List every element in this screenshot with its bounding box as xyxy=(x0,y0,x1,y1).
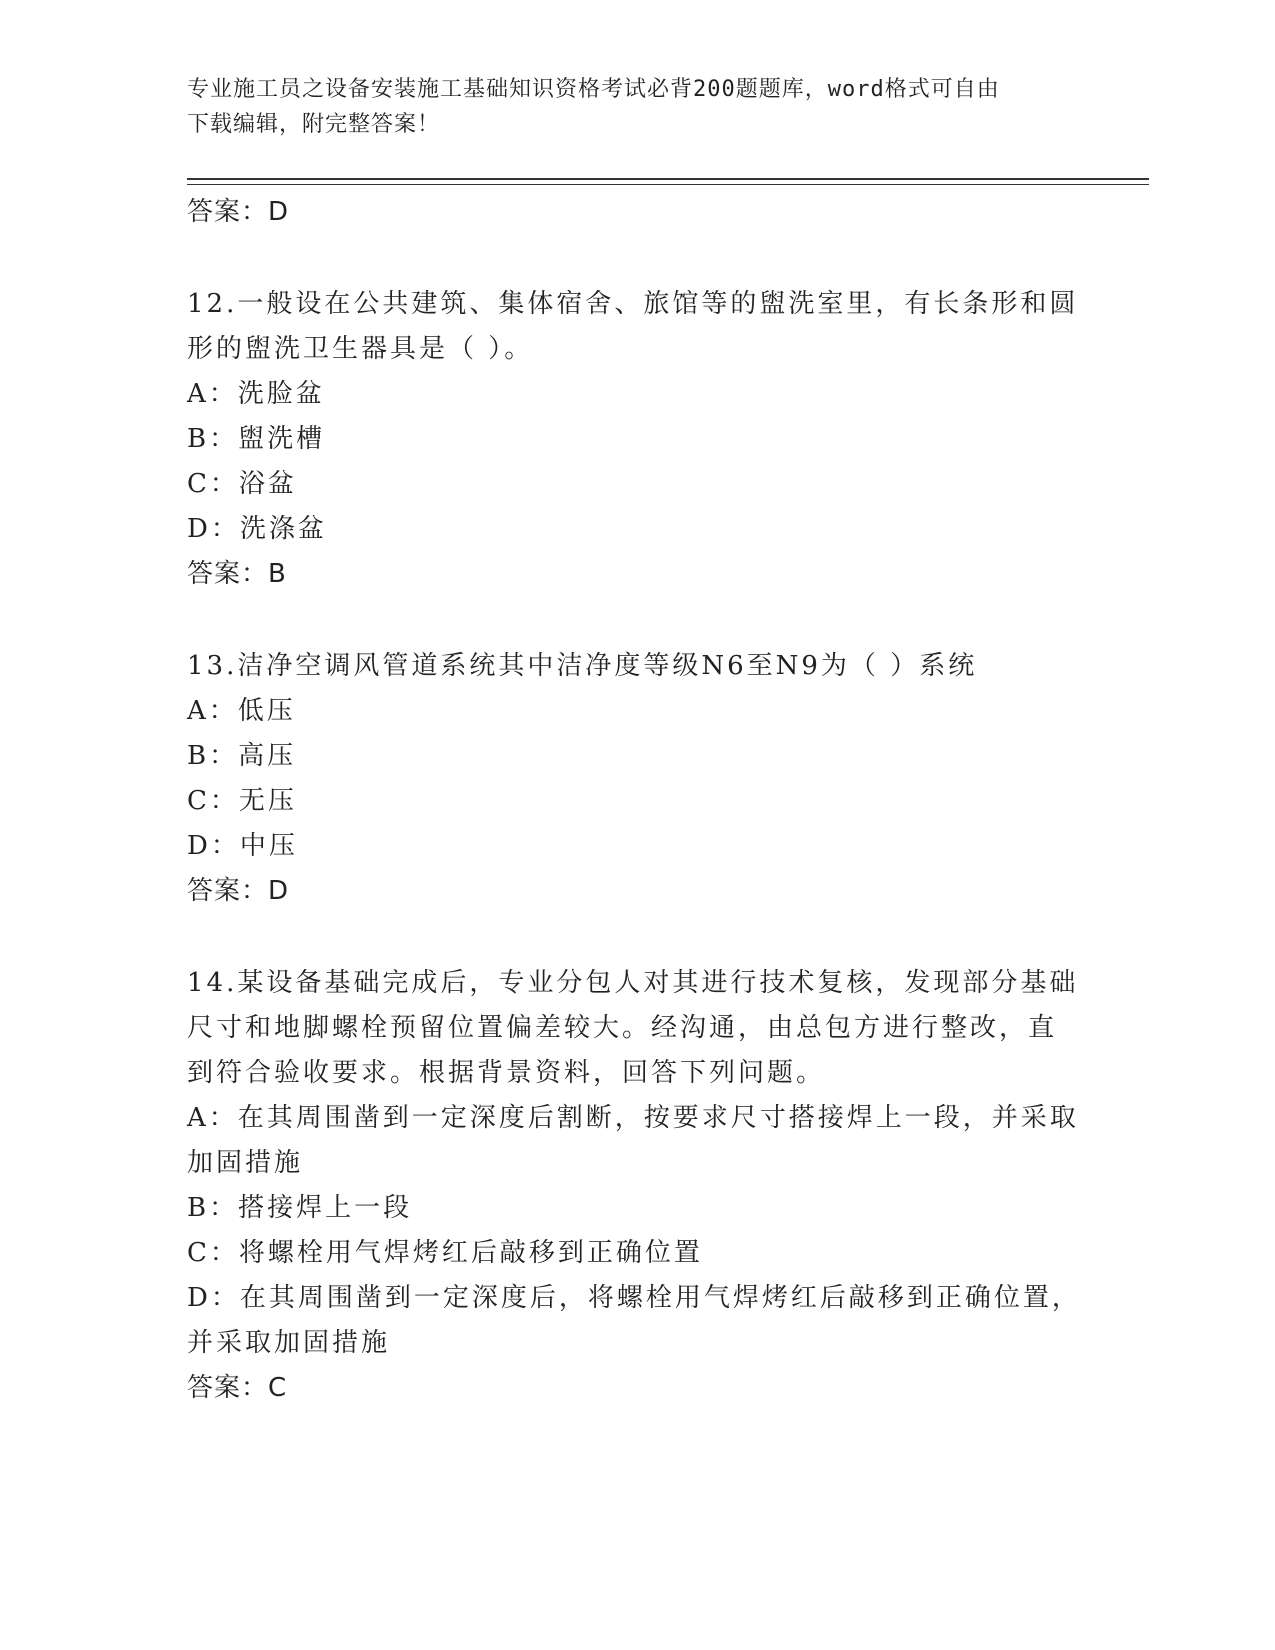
header-divider-thin xyxy=(187,184,1149,185)
option-c: C：将螺栓用气焊烤红后敲移到正确位置 xyxy=(187,1238,703,1268)
spacer xyxy=(187,597,1087,644)
option-d-continued: 并采取加固措施 xyxy=(187,1328,391,1358)
option-b: B：盥洗槽 xyxy=(187,424,326,454)
option-b: B：高压 xyxy=(187,741,297,771)
option-d: D：中压 xyxy=(187,831,298,861)
option-c: C：浴盆 xyxy=(187,469,297,499)
question-13 xyxy=(187,644,1087,914)
option-d: D：在其周围凿到一定深度后，将螺栓用气焊烤红后敲移到正确位置， xyxy=(187,1283,1081,1313)
question-stem-line: 尺寸和地脚螺栓预留位置偏差较大。经沟通，由总包方进行整改，直 xyxy=(187,1013,1058,1043)
spacer xyxy=(187,914,1087,961)
option-a: A：在其周围凿到一定深度后割断，按要求尺寸搭接焊上一段，并采取 xyxy=(187,1103,1079,1133)
header-divider-thick xyxy=(187,178,1149,180)
header-line-2: 下载编辑，附完整答案！ xyxy=(187,112,441,137)
previous-answer: 答案：D xyxy=(187,197,290,227)
question-stem-line: 到符合验收要求。根据背景资料，回答下列问题。 xyxy=(187,1058,826,1088)
answer: 答案：D xyxy=(187,876,290,906)
option-b: B：搭接焊上一段 xyxy=(187,1193,413,1223)
option-a-continued: 加固措施 xyxy=(187,1148,304,1178)
answer: 答案：B xyxy=(187,559,287,589)
question-12 xyxy=(187,282,1087,597)
option-d: D：洗涤盆 xyxy=(187,514,327,544)
question-stem-line: 14.某设备基础完成后，专业分包人对其进行技术复核，发现部分基础 xyxy=(187,968,1079,998)
answer: 答案：C xyxy=(187,1373,288,1403)
option-a: A：低压 xyxy=(187,696,296,726)
option-c: C：无压 xyxy=(187,786,297,816)
question-14 xyxy=(187,961,1087,1411)
question-stem-line: 形的盥洗卫生器具是（ ）。 xyxy=(187,334,534,364)
question-stem-line: 13.洁净空调风管道系统其中洁净度等级N6至N9为（ ）系统 xyxy=(187,651,978,681)
question-stem-line: 12.一般设在公共建筑、集体宿舍、旅馆等的盥洗室里，有长条形和圆 xyxy=(187,289,1079,319)
spacer xyxy=(187,235,1087,282)
document-header xyxy=(187,72,1077,142)
question-list xyxy=(187,190,1087,1411)
header-line-1: 专业施工员之设备安装施工基础知识资格考试必背200题题库，word格式可自由 xyxy=(187,77,1000,102)
option-a: A：洗脸盆 xyxy=(187,379,325,409)
